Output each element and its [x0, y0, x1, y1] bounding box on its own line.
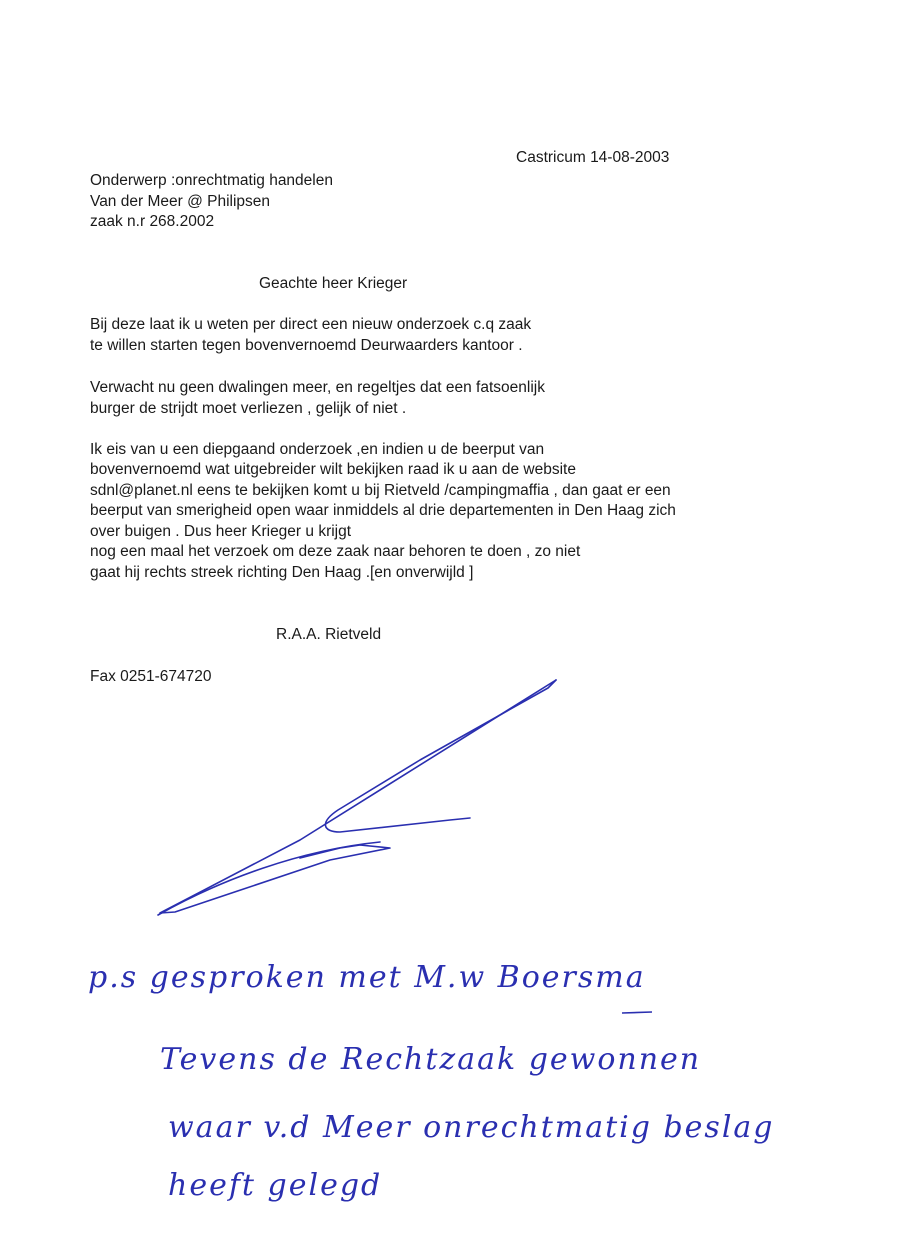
- paragraph-line: beerput van smerigheid open waar inmiddels al drie departementen in Den Haag zich: [90, 502, 676, 519]
- signatory-name: R.A.A. Rietveld: [276, 626, 382, 643]
- handwritten-line: p.s gesproken met M.w Boersma: [88, 960, 646, 995]
- paragraph-line: Verwacht nu geen dwalingen meer, en regeltjes dat een fatsoenlijk: [90, 379, 545, 396]
- case-number: zaak n.r 268.2002: [90, 213, 215, 230]
- salutation: Geachte heer Krieger: [259, 275, 408, 292]
- handwritten-line: Tevens de Rechtzaak gewonnen: [160, 1042, 702, 1077]
- handwritten-line: waar v.d Meer onrechtmatig beslag: [168, 1110, 775, 1145]
- paragraph-line: nog een maal het verzoek om deze zaak naar behoren te doen , zo niet: [90, 543, 581, 560]
- date-line: Castricum 14-08-2003: [516, 149, 670, 166]
- paragraph-line: over buigen . Dus heer Krieger u krijgt: [90, 523, 352, 540]
- parties-line: Van der Meer @ Philipsen: [90, 193, 271, 210]
- subject-line: Onderwerp :onrechtmatig handelen: [90, 172, 333, 189]
- paragraph-line: sdnl@planet.nl eens te bekijken komt u bij Rietveld /campingmaffia , dan gaat er een: [90, 482, 671, 499]
- handwritten-line: heeft gelegd: [168, 1168, 383, 1203]
- paragraph-line: burger de strijdt moet verliezen , gelijk of niet .: [90, 400, 407, 417]
- paragraph-line: Bij deze laat ik u weten per direct een nieuw onderzoek c.q zaak: [90, 316, 532, 333]
- fax-number: Fax 0251-674720: [90, 668, 212, 685]
- paragraph-line: bovenvernoemd wat uitgebreider wilt bekijken raad ik u aan de website: [90, 461, 576, 478]
- paragraph-line: te willen starten tegen bovenvernoemd Deurwaarders kantoor .: [90, 337, 523, 354]
- paragraph-line: gaat hij rechts streek richting Den Haag .[en onverwijld ]: [90, 564, 474, 581]
- paragraph-line: Ik eis van u een diepgaand onderzoek ,en indien u de beerput van: [90, 441, 545, 458]
